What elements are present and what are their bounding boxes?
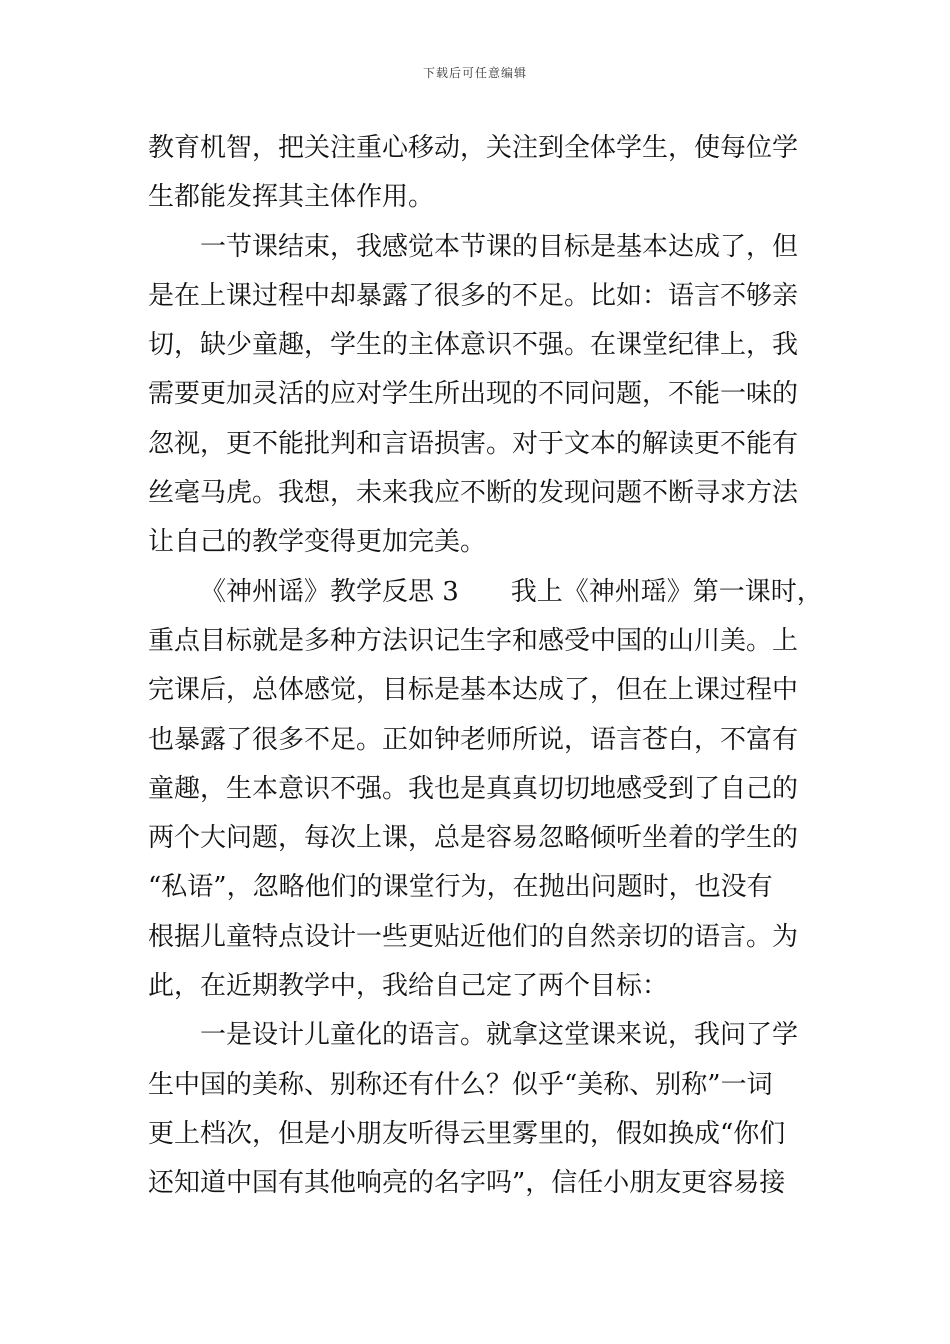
text-line: “私语”，忽略他们的课堂行为，在抛出问题时，也没有 [148,872,773,903]
text-line: 生都能发挥其主体作用。 [148,182,435,213]
text-line: 是在上课过程中却暴露了很多的不足。比如：语言不够亲 [148,280,799,311]
text-line: 完课后，总体感觉，目标是基本达成了，但在上课过程中 [148,675,799,706]
text-line: 一是设计儿童化的语言。就拿这堂课来说，我问了学 [200,1020,799,1051]
text-line: 忽视，更不能批判和言语损害。对于文本的解读更不能有 [148,428,799,459]
text-line: 童趣，生本意识不强。我也是真真切切地感受到了自己的 [148,773,799,804]
text-line: 更上档次，但是小朋友听得云里雾里的，假如换成“你们 [148,1118,786,1149]
page-header: 下载后可任意编辑 [422,66,527,80]
text-line: 根据儿童特点设计一些更贴近他们的自然亲切的语言。为 [148,921,799,952]
text-line: 重点目标就是多种方法识记生字和感受中国的山川美。上 [148,625,799,656]
document-body [148,124,823,1209]
text-line: 一节课结束，我感觉本节课的目标是基本达成了，但 [200,231,799,262]
text-line: 此，在近期教学中，我给自己定了两个目标： [148,971,669,1002]
text-line: 让自己的教学变得更加完美。 [148,527,487,558]
text-line: 切，缺少童趣，学生的主体意识不强。在课堂纪律上，我 [148,330,799,361]
text-line: 生中国的美称、别称还有什么？似乎“美称、别称”一词 [148,1069,773,1100]
text-line: 还知道中国有其他响亮的名字吗”，信任小朋友更容易接 [148,1168,786,1199]
text-line: 需要更加灵活的应对学生所出现的不同问题，不能一味的 [148,379,799,410]
text-line: 《神州谣》教学反思 3 我上《神州瑶》第一课时， [200,576,823,607]
text-line: 教育机智，把关注重心移动，关注到全体学生，使每位学 [148,133,799,163]
text-line: 丝毫马虎。我想，未来我应不断的发现问题不断寻求方法 [148,478,799,509]
text-line: 两个大问题，每次上课，总是容易忽略倾听坐着的学生的 [148,823,799,854]
text-line: 也暴露了很多不足。正如钟老师所说，语言苍白，不富有 [148,724,799,755]
